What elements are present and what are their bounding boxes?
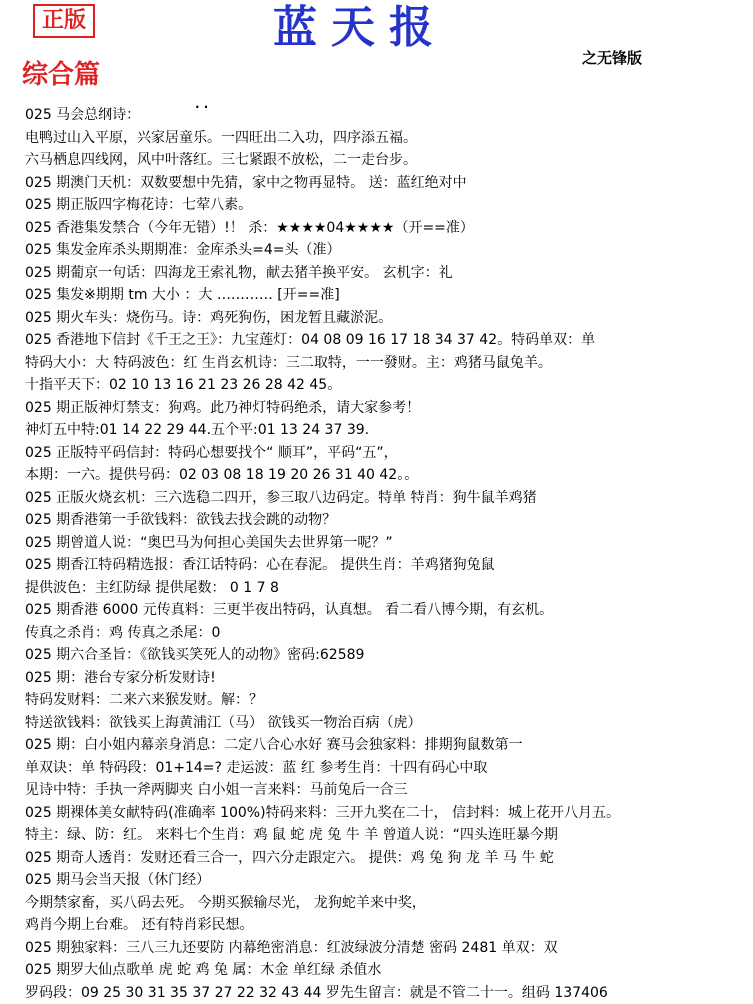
text-line: 025 集发金库杀头期期准：金库杀头=4=头（准） xyxy=(25,239,745,262)
text-line: 六马栖息四线网，风中叶落红。三七紧跟不放松，二一走台步。 xyxy=(25,149,745,172)
text-line: 025 期独家料：三八三九还要防 内幕绝密消息：红波绿波分清楚 密码 2481 单双：双 xyxy=(25,937,745,960)
text-line: 十指平天下：02 10 13 16 21 23 26 28 42 45。 xyxy=(25,374,745,397)
text-line: 025 正版特平码信封：特码心想要找个“ 顺耳”，平码“五”， xyxy=(25,442,745,465)
text-line: 提供波色：主红防绿 提供尾数： 0 1 7 8 xyxy=(25,577,745,600)
text-line: 见诗中特：手执一斧两脚夹 白小姐一言来料：马前兔后一合三 xyxy=(25,779,745,802)
text-line: 特码发财料：二来六来猴发财。解：？ xyxy=(25,689,745,712)
text-line: 025 期：白小姐内幕亲身消息：二定八合心水好 赛马会独家料：排期狗鼠数第一 xyxy=(25,734,745,757)
text-line: 神灯五中特:01 14 22 29 44.五个平:01 13 24 37 39. xyxy=(25,419,745,442)
text-line: 025 集发※期期 tm 大小 ：大 ………… [开==准] xyxy=(25,284,745,307)
text-line: 单双诀：单 特码段：01+14=? 走运波：蓝 红 参考生肖：十四有码心中取 xyxy=(25,757,745,780)
section-heading: 综合篇 xyxy=(22,58,100,92)
text-line: 025 马会总纲诗： xyxy=(25,104,745,127)
text-line: 025 期裸体美女献特码(准确率 100%)特码来料：三开九奖在二十， 信封料：城上花开八月五。 xyxy=(25,802,745,825)
edition-label: 之无锋版 xyxy=(582,47,642,68)
text-line: 今期禁家畜，买八码去死。 今期买猴输尽光， 龙狗蛇羊来中奖， xyxy=(25,892,745,915)
text-line: 电鸭过山入平原，兴家居童乐。一四旺出二入功，四序添五福。 xyxy=(25,127,745,150)
text-line: 025 期奇人透肖：发财还看三合一，四六分走跟定六。 提供：鸡 兔 狗 龙 羊 马 牛 蛇 xyxy=(25,847,745,870)
text-line: 025 正版火烧玄机：三六选稳二四开，参三取八边码定。特单 特肖：狗牛鼠羊鸡猪 xyxy=(25,487,745,510)
text-line: 特送欲钱料：欲钱买上海黄浦江（马） 欲钱买一物治百病（虎） xyxy=(25,712,745,735)
text-line: 025 期六合圣旨：《欲钱买笑死人的动物》密码:62589 xyxy=(25,644,745,667)
text-line: 本期：一六。提供号码：02 03 08 18 19 20 26 31 40 42。。 xyxy=(25,464,745,487)
text-line: 025 香港地下信封《千王之王》：九宝莲灯：04 08 09 16 17 18 34 37 42。特码单双：单 xyxy=(25,329,745,352)
text-line: 025 香港集发禁合（今年无错）!！ 杀：★★★★04★★★★（开==准） xyxy=(25,217,745,240)
edition-badge: 正版 xyxy=(33,4,95,38)
text-line: 025 期曾道人说：“奥巴马为何担心美国失去世界第一呢？” xyxy=(25,532,745,555)
text-line: 025 期：港台专家分析发财诗! xyxy=(25,667,745,690)
text-line: 025 期香港 6000 元传真料：三更半夜出特码，认真想。 看二看八博今期，有玄机。 xyxy=(25,599,745,622)
dots-mark: . . xyxy=(195,98,208,110)
text-line: 传真之杀肖：鸡 传真之杀尾：0 xyxy=(25,622,745,645)
text-line: 025 期香江特码精选报：香江话特码：心在春泥。 提供生肖：羊鸡猪狗兔鼠 xyxy=(25,554,745,577)
text-line: 特码大小：大 特码波色：红 生肖玄机诗：三二取特，一一發财。主：鸡猪马鼠兔羊。 xyxy=(25,352,745,375)
text-line: 025 期香港第一手欲钱料：欲钱去找会跳的动物？ xyxy=(25,509,745,532)
text-line: 025 期火车头：烧伤马。诗：鸡死狗伤，困龙暂且藏淤泥。 xyxy=(25,307,745,330)
content-lines xyxy=(25,104,745,1004)
newspaper-title: 蓝天报 xyxy=(240,2,480,54)
text-line: 025 期正版神灯禁支：狗鸡。此乃神灯特码绝杀，请大家参考！ xyxy=(25,397,745,420)
text-line: 025 期马会当天报（休门经） xyxy=(25,869,745,892)
text-line: 罗码段：09 25 30 31 35 37 27 22 32 43 44 罗先生留言：就是不管二十一。组码 137406 xyxy=(25,982,745,1004)
text-line: 025 期罗大仙点歌单 虎 蛇 鸡 兔 属：木金 单红绿 杀值水 xyxy=(25,959,745,982)
text-line: 特主：绿、防：红。 来料七个生肖：鸡 鼠 蛇 虎 兔 牛 羊 曾道人说：“四头连旺暴今期 xyxy=(25,824,745,847)
text-line: 025 期澳门天机：双数要想中先猜，家中之物再显特。 送：蓝红绝对中 xyxy=(25,172,745,195)
text-line: 025 期葡京一句话：四海龙王索礼物，献去猪羊换平安。 玄机字：礼 xyxy=(25,262,745,285)
text-line: 鸡肖今期上台难。 还有特肖彩民想。 xyxy=(25,914,745,937)
text-line: 025 期正版四字梅花诗：七荤八素。 xyxy=(25,194,745,217)
